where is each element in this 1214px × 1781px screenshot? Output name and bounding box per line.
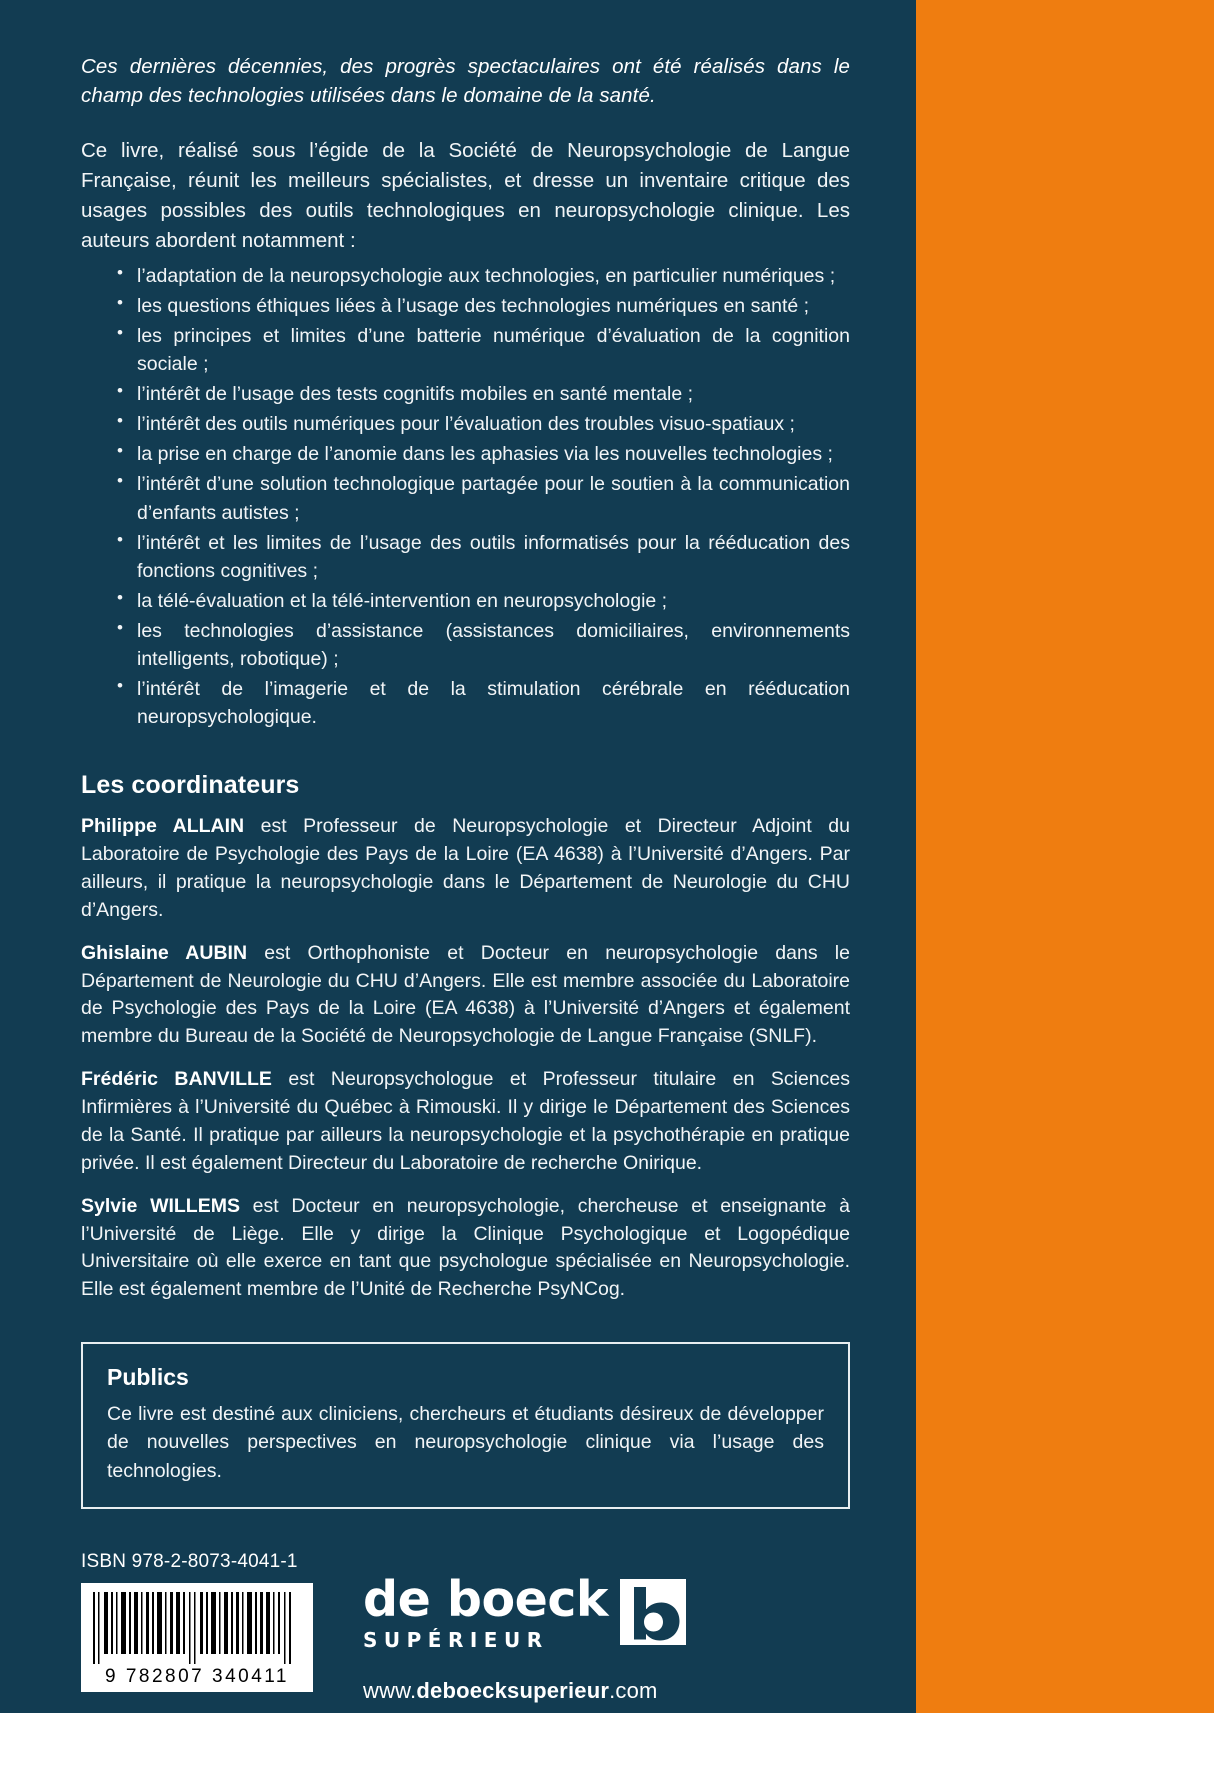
publics-heading: Publics bbox=[107, 1364, 189, 1391]
coordinator-description: est Orthophoniste et Docteur en neuropsychologie dans le Département de Neurologie du CHU d’Angers. Elle est membre associée du Laboratoire de Psychologie des Pays de la Loire (EA 4638) à l’Université d’Angers et également membre du Bureau de la Société de Neuropsychologie de Langue Française (SNLF). bbox=[81, 941, 850, 1048]
coordinator-bio bbox=[81, 1193, 850, 1305]
coordinator-bio bbox=[81, 813, 850, 925]
coordinators-heading: Les coordinateurs bbox=[81, 771, 300, 800]
cover-footer bbox=[81, 1551, 850, 1781]
list-item: • la télé-évaluation et la télé-intervention en neuropsychologie ; bbox=[117, 587, 850, 615]
topics-list bbox=[81, 262, 850, 731]
coordinator-name: Sylvie WILLEMS bbox=[81, 1194, 240, 1217]
coordinator-name: Philippe ALLAIN bbox=[81, 815, 245, 838]
list-item: • les questions éthiques liées à l’usage des technologies numériques en santé ; bbox=[117, 292, 850, 320]
coordinator-name: Frédéric BANVILLE bbox=[81, 1068, 272, 1091]
list-item: • les principes et limites d’une batterie numérique d’évaluation de la cognition sociale ; bbox=[117, 322, 850, 378]
list-item: • l’intérêt des outils numériques pour l’évaluation des troubles visuo-spatiaux ; bbox=[117, 410, 850, 438]
publisher-website[interactable] bbox=[363, 1678, 693, 1704]
lede-paragraph: Ces dernières décennies, des progrès spectaculaires ont été réalisés dans le champ des technologies utilisées dans le domaine de la santé. bbox=[81, 55, 850, 108]
coordinator-bio bbox=[81, 1066, 850, 1178]
publisher-subtitle: SUPÉRIEUR bbox=[363, 1627, 549, 1652]
orange-edge-strip bbox=[916, 0, 1214, 1713]
isbn-text: ISBN 978-2-8073-4041-1 bbox=[81, 1550, 298, 1572]
coordinator-description: est Professeur de Neuropsychologie et Directeur Adjoint du Laboratoire de Psychologie des Pays de la Loire (EA 4638) à l’Université d’Angers. Par ailleurs, il pratique la neuropsychologie dans le Département de Neurologie du CHU d’Angers. bbox=[81, 815, 850, 921]
list-item: • l’adaptation de la neuropsychologie aux technologies, en particulier numériques ; bbox=[117, 262, 850, 290]
coordinator-bio bbox=[81, 940, 850, 1052]
deboeck-b-mark-icon bbox=[620, 1579, 686, 1650]
list-item: • la prise en charge de l’anomie dans les aphasies via les nouvelles technologies ; bbox=[117, 440, 850, 468]
list-item: • l’intérêt et les limites de l’usage des outils informatisés pour la rééducation des fonctions cognitives ; bbox=[117, 529, 850, 585]
publisher-logo bbox=[363, 1570, 693, 1704]
barcode-digits: 9 782807 340411 bbox=[104, 1665, 290, 1687]
publics-text: Ce livre est destiné aux cliniciens, chercheurs et étudiants désireux de développer de nouvelles perspectives en neuropsychologie clinique via l’usage des technologies. bbox=[107, 1403, 824, 1482]
coordinator-description: est Docteur en neuropsychologie, chercheuse et enseignante à l’Université de Liège. Elle y dirige la Clinique Psychologique et Logopédique Universitaire où elle exerce en tant que psychologue spécialisée en Neuropsychologie. Elle est également membre de l’Unité de Recherche PsyNCog. bbox=[81, 1194, 850, 1301]
website-suffix: .com bbox=[609, 1677, 658, 1703]
barcode-bars-icon bbox=[91, 1592, 303, 1664]
list-item: • l’intérêt d’une solution technologique partagée pour le soutien à la communication d’enfants autistes ; bbox=[117, 470, 850, 526]
list-item: • l’intérêt de l’imagerie et de la stimulation cérébrale en rééducation neuropsychologique. bbox=[117, 675, 850, 731]
intro-paragraph: Ce livre, réalisé sous l’égide de la Société de Neuropsychologie de Langue Française, réunit les meilleurs spécialistes, et dresse un inventaire critique des usages possibles des outils technologiques en neuropsychologie clinique. Les auteurs abordent notamment : bbox=[81, 139, 850, 252]
list-item: • les technologies d’assistance (assistances domiciliaires, environnements intelligents, robotique) ; bbox=[117, 617, 850, 673]
website-prefix: www. bbox=[363, 1677, 417, 1703]
publisher-name: de boeck bbox=[363, 1570, 608, 1628]
coordinator-name: Ghislaine AUBIN bbox=[81, 941, 248, 964]
website-brand: deboecksuperieur bbox=[416, 1677, 610, 1703]
b-logo-icon bbox=[620, 1579, 686, 1645]
publics-box bbox=[81, 1342, 850, 1509]
barcode bbox=[81, 1583, 313, 1692]
coordinator-description: est Neuropsychologue et Professeur titulaire en Sciences Infirmières à l’Université du Québec à Rimouski. Il y dirige le Département des Sciences de la Santé. Il pratique par ailleurs la neuropsychologie et la psychothérapie en pratique privée. Il est également Directeur du Laboratoire de recherche Onirique. bbox=[81, 1068, 850, 1174]
list-item: • l’intérêt de l’usage des tests cognitifs mobiles en santé mentale ; bbox=[117, 380, 850, 408]
